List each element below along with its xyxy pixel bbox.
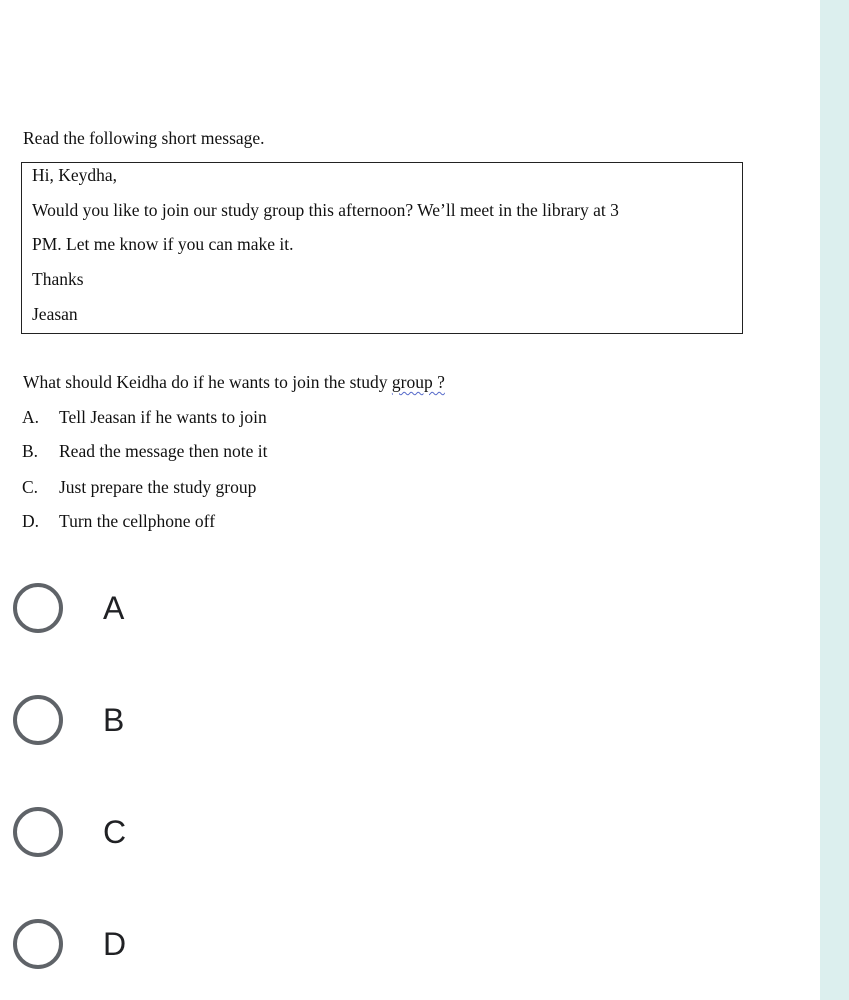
- instruction-text: Read the following short message.: [23, 128, 265, 148]
- option-letter: B.: [22, 441, 39, 461]
- question-text: [23, 372, 445, 393]
- radio-button-d[interactable]: [13, 919, 63, 969]
- answer-choice-a[interactable]: [13, 583, 124, 633]
- answer-choice-label[interactable]: D: [103, 926, 127, 962]
- spellcheck-flagged-text: group ?: [391, 372, 445, 392]
- radio-button-c[interactable]: [13, 807, 63, 857]
- answer-choice-label[interactable]: C: [103, 814, 127, 850]
- option-text: Read the message then note it: [59, 441, 268, 461]
- message-greeting: Hi, Keydha,: [32, 165, 118, 185]
- answer-choice-c[interactable]: [13, 807, 126, 857]
- answer-choice-d[interactable]: [13, 919, 126, 969]
- message-signature: Jeasan: [32, 304, 78, 324]
- message-closing: Thanks: [32, 269, 84, 289]
- option-a: [22, 407, 267, 428]
- message-body-line-1: Would you like to join our study group this afternoon? We’ll meet in the library at 3: [32, 200, 619, 220]
- radio-button-b[interactable]: [13, 695, 63, 745]
- option-letter: D.: [22, 511, 40, 531]
- option-b: [22, 441, 267, 462]
- radio-button-a[interactable]: [13, 583, 63, 633]
- option-text: Just prepare the study group: [59, 477, 257, 497]
- answer-choice-label[interactable]: B: [103, 702, 125, 738]
- option-letter: C.: [22, 477, 39, 497]
- answer-choice-label[interactable]: A: [103, 590, 125, 626]
- answer-choice-b[interactable]: [13, 695, 124, 745]
- message-box: [21, 162, 743, 334]
- message-body-line-2: PM. Let me know if you can make it.: [32, 234, 294, 254]
- option-d: [22, 511, 215, 532]
- option-text: Tell Jeasan if he wants to join: [59, 407, 267, 427]
- option-letter: A.: [22, 407, 40, 427]
- option-text: Turn the cellphone off: [59, 511, 216, 531]
- question-prefix: What should Keidha do if he wants to join the study: [23, 372, 392, 392]
- option-c: [22, 477, 256, 498]
- side-panel: [820, 0, 849, 1000]
